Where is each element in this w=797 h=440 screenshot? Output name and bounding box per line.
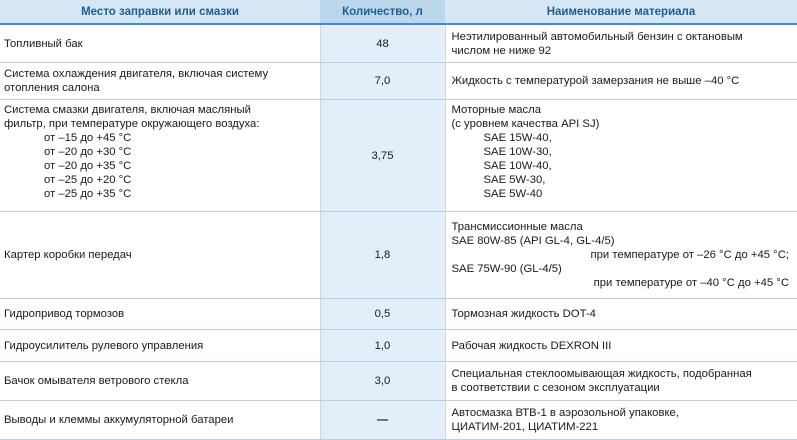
header-place: Место заправки или смазки <box>0 0 320 24</box>
quantity-cell: 0,5 <box>320 299 445 330</box>
oil-grade: SAE 15W-40, <box>483 132 552 144</box>
quantity-cell: 1,8 <box>320 212 445 299</box>
material-text: Трансмиссионные масла <box>451 221 583 233</box>
material-text: числом не ниже 92 <box>451 44 552 57</box>
temperature-range: от –25 до +20 °С <box>44 174 132 186</box>
material-text: при температуре от –40 °С до +45 °С <box>593 277 789 289</box>
material-text: в соответствии с сезоном эксплуатации <box>451 382 660 394</box>
place-cell <box>0 212 320 299</box>
material-text: ЦИАТИМ-201, ЦИАТИМ-221 <box>451 421 599 433</box>
place-cell <box>0 63 320 100</box>
quantity-cell: 48 <box>320 24 445 63</box>
material-text: Специальная стеклоомывающая жидкость, подобранная <box>451 368 752 380</box>
temperature-range: от –25 до +35 °С <box>44 188 132 200</box>
material-text: SAE 75W-90 (GL-4/5) <box>451 263 562 275</box>
material-cell <box>445 100 797 212</box>
place-cell <box>0 24 320 63</box>
place-text: Бачок омывателя ветрового стекла <box>4 375 189 387</box>
material-text: Неэтилированный автомобильный бензин с октановым <box>451 30 743 43</box>
oil-grade: SAE 10W-30, <box>483 146 552 158</box>
table-row <box>0 100 797 212</box>
material-text: Моторные масла <box>451 104 542 116</box>
place-text: отопления салона <box>4 82 100 94</box>
place-text: фильтр, при температуре окружающего воздуха: <box>4 118 260 130</box>
quantity-cell: 1,0 <box>320 330 445 362</box>
material-text: Рабочая жидкость DEXRON III <box>451 339 612 352</box>
place-text: Система смазки двигателя, включая масляный <box>4 104 251 116</box>
material-text: SAE 80W-85 (API GL-4, GL-4/5) <box>451 235 615 247</box>
temperature-range: от –15 до +45 °С <box>44 132 132 144</box>
material-cell <box>445 212 797 299</box>
table-row <box>0 24 797 63</box>
material-text: при температуре от –26 °С до +45 °С; <box>590 249 789 261</box>
place-text: Гидропривод тормозов <box>4 308 125 320</box>
place-text: Выводы и клеммы аккумуляторной батареи <box>4 414 234 426</box>
material-cell <box>445 299 797 330</box>
place-text: Система охлаждения двигателя, включая систему <box>4 68 269 80</box>
place-cell <box>0 401 320 440</box>
table-row <box>0 362 797 401</box>
quantity-cell: — <box>320 401 445 440</box>
table-row <box>0 330 797 362</box>
temperature-range: от –20 до +30 °С <box>44 146 132 158</box>
quantity-cell: 3,0 <box>320 362 445 401</box>
material-text: Автосмазка ВТВ-1 в аэрозольной упаковке, <box>451 407 679 419</box>
place-text: Топливный бак <box>4 37 83 50</box>
place-text: Картер коробки передач <box>4 249 132 261</box>
oil-grade: SAE 5W-30, <box>483 174 546 186</box>
material-text: (с уровнем качества API SJ) <box>451 118 600 130</box>
header-row <box>0 0 797 24</box>
place-cell <box>0 330 320 362</box>
header-quantity: Количество, л <box>320 0 445 24</box>
header-material: Наименование материала <box>445 0 797 24</box>
table-row <box>0 401 797 440</box>
material-cell <box>445 24 797 63</box>
table-row <box>0 63 797 100</box>
oil-grade: SAE 10W-40, <box>483 160 552 172</box>
material-cell <box>445 63 797 100</box>
place-cell <box>0 299 320 330</box>
material-text: Тормозная жидкость DOT-4 <box>451 308 596 320</box>
oil-grade: SAE 5W-40 <box>483 188 543 200</box>
material-text: Жидкость с температурой замерзания не выше –40 °С <box>451 75 740 87</box>
temperature-range: от –20 до +35 °С <box>44 160 132 172</box>
table-row <box>0 212 797 299</box>
table-row <box>0 299 797 330</box>
place-cell <box>0 100 320 212</box>
material-cell <box>445 401 797 440</box>
place-text: Гидроусилитель рулевого управления <box>4 339 204 352</box>
quantity-cell: 7,0 <box>320 63 445 100</box>
material-cell <box>445 330 797 362</box>
material-cell <box>445 362 797 401</box>
quantity-cell: 3,75 <box>320 100 445 212</box>
place-cell <box>0 362 320 401</box>
